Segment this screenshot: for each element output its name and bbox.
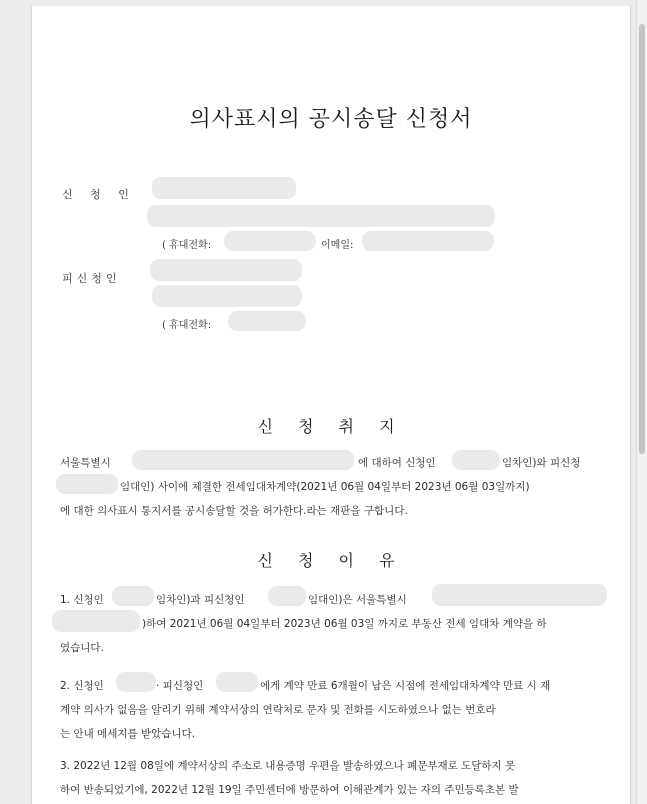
redacted-applicant-name	[152, 177, 296, 199]
scrollbar-thumb[interactable]	[639, 24, 645, 454]
reason1-line1-c: 임대인)은 서울특별시	[308, 594, 407, 606]
reason2-line1-a: 2. 신청인	[60, 680, 104, 692]
respondent-phone-label: ( 휴대전화:	[162, 320, 212, 331]
reason1-line3: 였습니다.	[60, 642, 104, 654]
redacted-applicant-name-4	[116, 672, 156, 692]
reason1-line1-b: 임차인)과 피신청인	[156, 594, 245, 606]
applicant-email-label: 이메일:	[321, 240, 354, 251]
purpose-line1-b: 에 대하여 신청인	[358, 457, 436, 469]
redacted-respondent-name	[150, 259, 302, 281]
purpose-line1-a: 서울특별시	[60, 457, 111, 469]
reason2-line2: 계약 의사가 없음을 알리기 위해 계약서상의 연락처로 문자 및 전화를 시도하였으나 없는 번호라	[60, 704, 496, 716]
document-title: 의사표시의 공시송달 신청서	[189, 107, 473, 132]
reason2-line3: 는 안내 메세지를 받았습니다.	[60, 728, 196, 740]
purpose-line1-c: 임차인)와 피신청	[502, 457, 581, 469]
redacted-applicant-address	[147, 205, 495, 227]
reason1-line1-a: 1. 신청인	[60, 594, 104, 606]
redacted-respondent-name-2	[56, 474, 118, 494]
redacted-applicant-name-3	[112, 586, 154, 606]
redacted-respondent-name-3	[268, 586, 306, 606]
redacted-property-address	[132, 450, 354, 470]
redacted-respondent-address	[152, 285, 302, 307]
reason3-line2: 하여 반송되었기에, 2022년 12월 19일 주민센터에 방문하여 이해관계가 있는 자의 주민등록초본 발	[60, 784, 519, 796]
applicant-phone-label: ( 휴대전화:	[162, 240, 212, 251]
document-page	[31, 6, 631, 804]
redacted-applicant-email	[362, 231, 494, 251]
redacted-respondent-name-4	[216, 672, 258, 692]
reasons-heading: 신 청 이 유	[257, 551, 405, 570]
reason2-line1-b: · 피신청인	[156, 680, 204, 692]
purpose-heading: 신 청 취 지	[257, 417, 405, 436]
reason2-line1-c: 에게 계약 만료 6개월이 남은 시점에 전세임대차계약 만료 시 재	[260, 680, 551, 692]
respondent-label: 피신청인	[62, 272, 121, 285]
redacted-respondent-phone	[228, 311, 306, 331]
redacted-applicant-name-2	[452, 450, 500, 470]
redacted-property-address-2	[432, 584, 607, 606]
reason1-line2: )하여 2021년 06월 04일부터 2023년 06월 03일 까지로 부동산 전세 임대차 계약을 하	[142, 618, 547, 630]
applicant-label: 신 청 인	[62, 188, 136, 201]
reason3-line1: 3. 2022년 12월 08일에 계약서상의 주소로 내용증명 우편을 발송하였으나 폐문부재로 도달하지 못	[60, 760, 516, 772]
redacted-applicant-phone	[224, 231, 316, 251]
purpose-line2: 임대인) 사이에 체결한 전세임대차계약(2021년 06월 04일부터 2023년 06월 03일까지)	[120, 481, 530, 493]
vertical-scrollbar[interactable]	[636, 0, 647, 804]
purpose-line3: 에 대한 의사표시 통지서를 공시송달할 것을 허가한다.라는 재판을 구합니다.	[60, 505, 408, 517]
redacted-property-address-3	[52, 610, 140, 632]
